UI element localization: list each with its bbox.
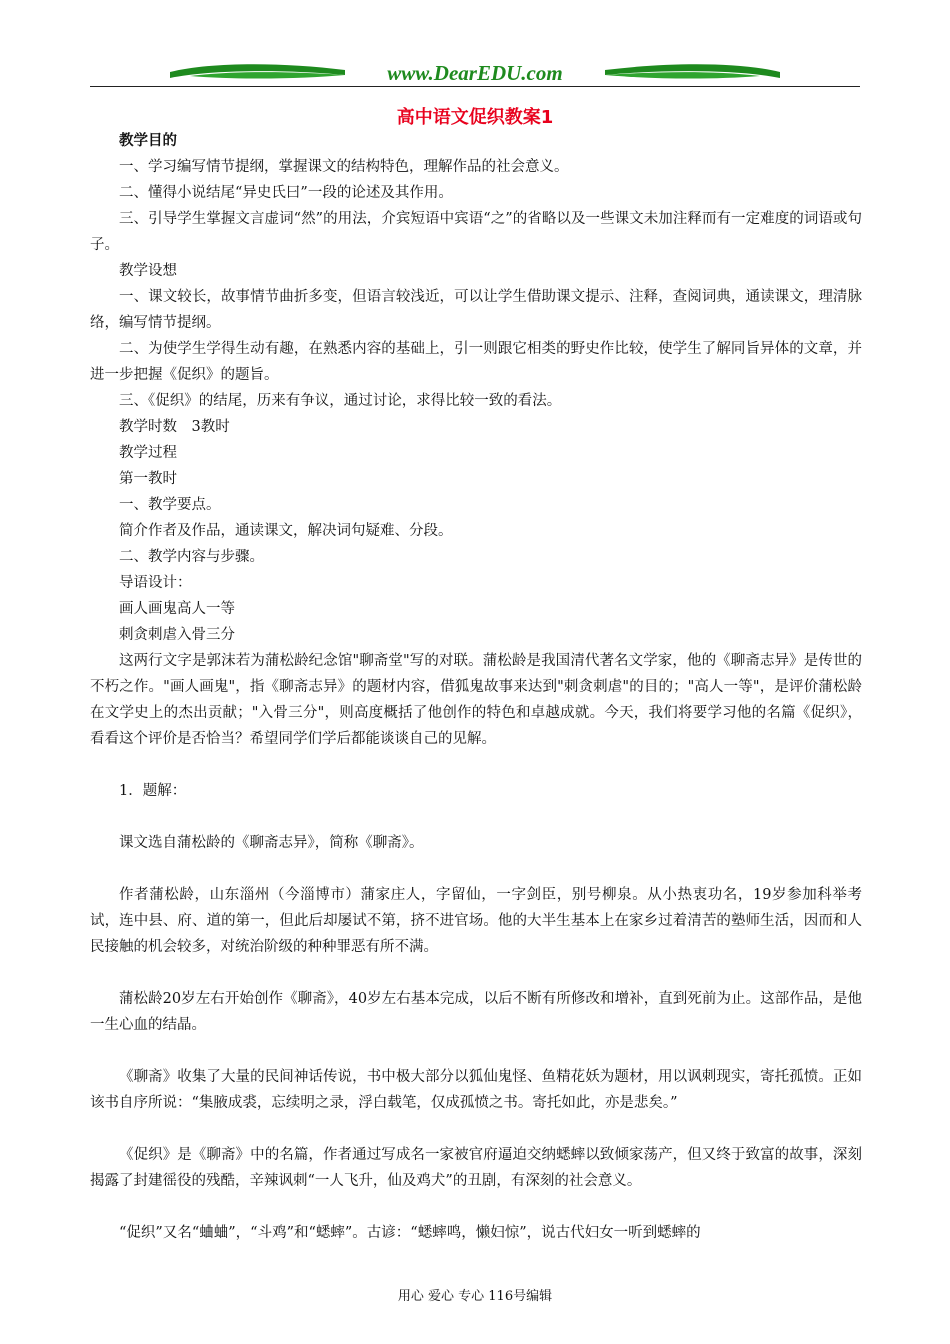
paragraph: 第一教时 [119, 471, 177, 487]
paragraph: 《促织》是《聊斋》中的名篇，作者通过写成名一家被官府逼迫交纳蟋蟀以致倾家荡产，但又终于致富的故事，深刻揭露了封建徭役的残酷，辛辣讽刺“一人飞升，仙及鸡犬”的丑剧，有深刻的社会意义。 [90, 1147, 862, 1189]
paragraph: 课文选自蒲松龄的《聊斋志异》，简称《聊斋》。 [119, 835, 424, 851]
paragraph: 教学过程 [119, 445, 177, 461]
page-footer: 用心 爱心 专心 116号编辑 [397, 1289, 553, 1304]
paragraph: 刺贪刺虐入骨三分 [119, 627, 235, 643]
paragraph: 导语设计： [119, 575, 192, 591]
paragraph: 作者蒲松龄，山东淄州（今淄博市）蒲家庄人，字留仙，一字剑臣，别号柳泉。从小热衷功名，19岁参加科举考试，连中县、府、道的第一，但此后却屡试不第，挤不进官场。他的大半生基本上在家乡过着清苦的塾师生活，因而和人民接触的机会较多，对统治阶级的种种罪恶有所不满。 [90, 887, 862, 955]
paragraph: 一、教学要点。 [119, 497, 221, 513]
header-banner-text: www.DearEDU.com [387, 61, 563, 85]
paragraph: 二、教学内容与步骤。 [119, 549, 264, 565]
paragraph: 简介作者及作品，通读课文，解决词句疑难、分段。 [119, 523, 453, 539]
paragraph: 二、为使学生学得生动有趣，在熟悉内容的基础上，引一则跟它相类的野史作比较，使学生了解同旨异体的文章，并进一步把握《促织》的题旨。 [90, 341, 862, 383]
paragraph: 三、引导学生掌握文言虚词“然”的用法，介宾短语中宾语“之”的省略以及一些课文未加注释而有一定难度的词语或句子。 [90, 211, 862, 253]
paragraph: 《聊斋》收集了大量的民间神话传说，书中极大部分以狐仙鬼怪、鱼精花妖为题材，用以讽刺现实，寄托孤愤。正如该书自序所说：“集腋成裘，忘续明之录，浮白载笔，仅成孤愤之书。寄托如此，亦是悲矣。” [90, 1069, 862, 1111]
paragraph: 二、懂得小说结尾“异史氏曰”一段的论述及其作用。 [119, 185, 453, 201]
paragraph: 三、《促织》的结尾，历来有争议，通过讨论，求得比较一致的看法。 [119, 393, 562, 409]
paragraph: 1．题解： [119, 783, 187, 799]
header-banner [170, 58, 780, 88]
paragraph: 教学时数 3教时 [119, 419, 230, 435]
paragraph: 蒲松龄20岁左右开始创作《聊斋》，40岁左右基本完成，以后不断有所修改和增补，直到死前为止。这部作品，是他一生心血的结晶。 [90, 991, 862, 1033]
paragraph: 这两行文字是郭沫若为蒲松龄纪念馆"聊斋堂"写的对联。蒲松龄是我国清代著名文学家，他的《聊斋志异》是传世的不朽之作。"画人画鬼"，指《聊斋志异》的题材内容，借狐鬼故事来达到"刺贪刺虐"的目的；"高人一等"，是评价蒲松龄在文学史上的杰出贡献；"入骨三分"，则高度概括了他创作的特色和卓越成就。今天，我们将要学习他的名篇《促织》，看看这个评价是否恰当？希望同学们学后都能谈谈自己的见解。 [90, 653, 862, 747]
header-rule [90, 86, 860, 87]
paragraph: 一、课文较长，故事情节曲折多变，但语言较浅近，可以让学生借助课文提示、注释，查阅词典，通读课文，理清脉络，编写情节提纲。 [90, 289, 862, 331]
section-heading: 教学目的 [119, 133, 177, 149]
paragraph: 画人画鬼高人一等 [119, 601, 235, 617]
document-body [90, 128, 862, 1246]
paragraph: “促织”又名“蛐蛐”，“斗鸡”和“蟋蟀”。古谚：“蟋蟀鸣，懒妇惊”，说古代妇女一听到蟋蟀的 [119, 1225, 701, 1241]
page-title: 高中语文促织教案1 [396, 107, 554, 128]
paragraph: 一、学习编写情节提纲，掌握课文的结构特色，理解作品的社会意义。 [119, 159, 569, 175]
paragraph: 教学设想 [119, 263, 177, 279]
